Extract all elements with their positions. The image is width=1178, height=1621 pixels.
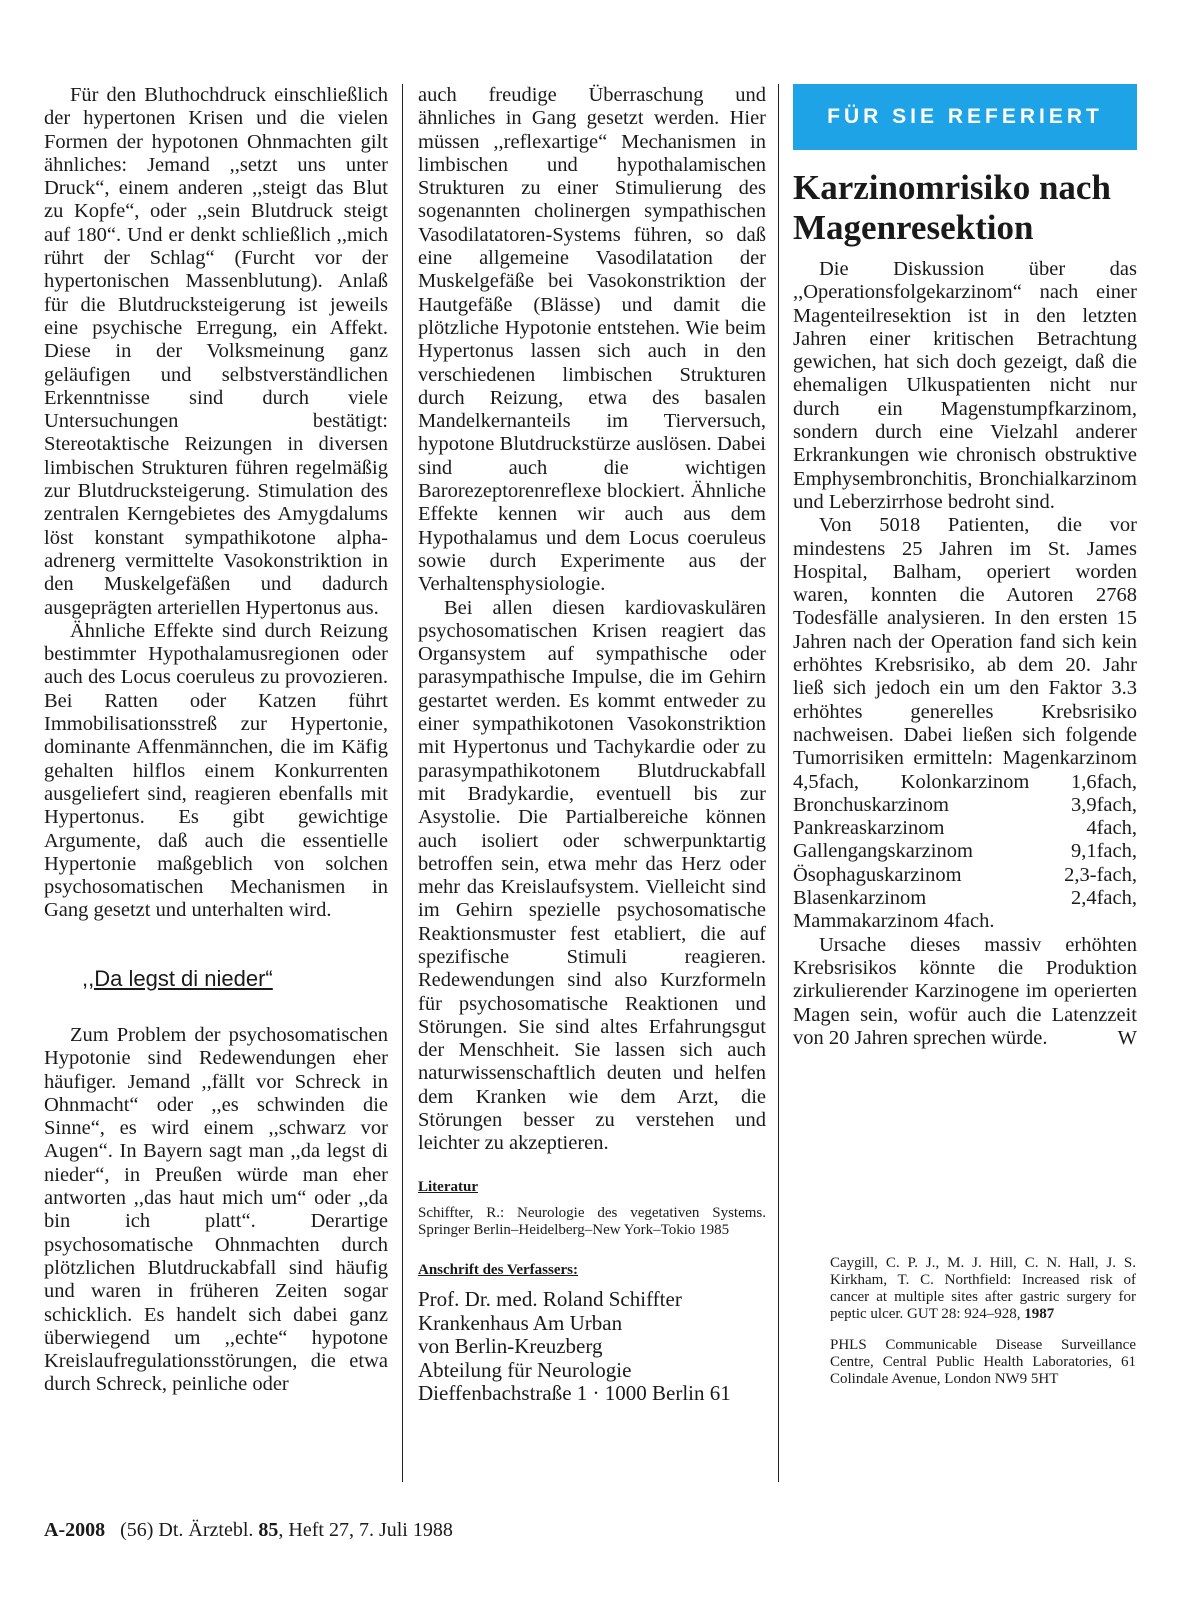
banner-label: FÜR SIE REFERIERT (827, 105, 1103, 129)
paragraph: Ähnliche Effekte sind durch Reizung bestimmter Hypothalamusregionen oder auch des Locus coeruleus zu provozieren. Bei Ratten oder Katzen führt Immobilisationsstreß zur Hypertonie, dominante Affenmännchen, die im Käfig gehalten hilflos einem Konkurrenten ausgeliefert sind, reagieren ebenfalls mit Hypertonus. Es gibt gewichtige Argumente, daß auch die essentielle Hypertonie maßgeblich von solchen psychosomatischen Mechanismen in Gang gesetzt und unterhalten wird. (44, 619, 388, 922)
section-banner (793, 84, 1137, 150)
reference-entry: PHLS Communicable Disease Surveillance Centre, Central Public Health Laboratories, 61 Colindale Avenue, London NW9 5HT (830, 1337, 1136, 1387)
reference-entry (830, 1255, 1136, 1323)
journal-source: (56) Dt. Ärztebl. (120, 1519, 254, 1541)
address-line: Prof. Dr. med. Roland Schiffter (418, 1287, 682, 1312)
paragraph: Ursache dieses massiv erhöhten Krebsrisikos könnte die Produktion zirkulierender Karzinogene im operierten Magen sein, wofür auch die Latenzzeit von 20 Jahren sprechen würde. (793, 933, 1137, 1049)
paragraph: Zum Problem der psychosomatischen Hypotonie sind Redewendungen eher häufiger. Jemand ,,fällt vor Schreck in Ohnmacht“ oder ,,es schwinden die Sinne“, es wird einem ,,schwarz vor Augen“. In Bayern sagt man ,,da legst di nieder“, in Preußen würde man eher antworten ,,das haut mich um“ oder ,,da bin ich platt“. Derartige psychosomatische Ohnmachten durch plötzlichen Blutdruckabfall sind häufig und waren in früheren Zeiten sogar schicklich. Es handelt sich dabei ganz überwiegend um ,,echte“ hypotone Kreislaufregulationsstörungen, die etwa durch Schreck, peinliche oder (44, 1023, 388, 1396)
article-headline: Karzinomrisiko nach Magenresektion (793, 168, 1111, 247)
article-column-1 (44, 84, 388, 1397)
article-column-2 (418, 84, 766, 1406)
author-address (418, 1288, 766, 1406)
reference-year: 1987 (1024, 1306, 1055, 1322)
paragraph: Für den Bluthochdruck einschließlich der hypertonen Krisen und die vielen Formen der hypotonen Ohnmachten gilt ähnliches: Jemand ,,setzt uns unter Druck“, einem anderen ,,steigt das Blut zu Kopfe“, oder ,,sein Blutdruck steigt auf 180“. Und er denkt schließlich ,,mich rührt der Schlag“ (Furcht vor der hypertonischen Massenblutung). Anlaß für die Blutdrucksteigerung ist jeweils eine psychische Erregung, ein Affekt. Diese in der Volksmeinung ganz geläufigen und selbstverständlichen Erkenntnisse sind durch viele Untersuchungen bestätigt: Stereotaktische Reizungen in diversen limbischen Strukturen führen regelmäßig zur Blutdrucksteigerung. Stimulation des zentralen Kerngebietes des Amygdalums löst konstant sympathikotone alpha-adrenerg vermittelte Vasokonstriktion in den Muskelgefäßen und dadurch ausgeprägten arteriellen Hypertonus aus. (44, 84, 388, 619)
paragraph: Die Diskussion über das ,,Operationsfolgekarzinom“ nach einer Magenteilresektion ist in den letzten Jahren einer kritischen Betrachtung gewichen, hat sich doch gezeigt, daß die ehemaligen Ulkuspatienten nicht nur durch ein Magenstumpfkarzinom, sondern durch eine Vielzahl anderer Erkrankungen wie chronisch obstruktive Emphysembronchitis, Bronchialkarzinom und Leberzirrhose bedroht sind. (793, 258, 1137, 513)
journal-issue: , Heft 27, 7. Juli 1988 (278, 1519, 453, 1541)
literature-text: Schiffter, R.: Neurologie des vegetativen Systems. Springer Berlin–Heidelberg–New York–Tokio 1985 (418, 1204, 766, 1238)
paragraph: Bei allen diesen kardiovaskulären psychosomatischen Krisen reagiert das Organsystem auf sympathische oder parasympathische Impulse, die im Gehirn gestartet werden. Es kommt entweder zu einer sympathikotonen Vasokonstriktion mit Hypertonus und Tachykardie oder zu parasympathikotonem Blutdruckabfall mit Bradykardie, eventuell bis zur Asystolie. Die Partialbereiche können auch isoliert oder schwerpunktartig betroffen sein, etwa mehr das Herz oder mehr das Kreislaufsystem. Vielleicht sind im Gehirn spezielle psychosomatische Reaktionsmuster fest etabliert, die auf spezifische Stimuli reagieren. Redewendungen sind also Kurzformeln für psychosomatische Reaktionen und Störungen. Sie sind altes Erfahrungsgut der Menschheit. Sie lassen sich auch naturwissenschaftlich deuten und helfen dem Kranken wie dem Arzt, die Störungen besser zu verstehen und leichter zu akzeptieren. (418, 596, 766, 1155)
column-divider-right (778, 84, 779, 1482)
author-signature: W (1117, 1026, 1137, 1049)
paragraph: auch freudige Überraschung und ähnliches in Gang gesetzt werden. Hier müssen ,,reflexartige“ Mechanismen in limbischen und hypothalamischen Strukturen zu einer Stimulierung des sogenannten cholinergen sympathischen Vasodilatatoren-Systems führen, so daß eine allgemeine Vasodilatation der Muskelgefäße bei Vasokonstriktion der Hautgefäße (Blässe) und damit die plötzliche Hypotonie entstehen. Wie beim Hypertonus lassen sich auch in den verschiedenen limbischen Strukturen durch Reizung, etwa des basalen Mandelkernanteils im Tierversuch, hypotone Blutdruckstürze auslösen. Dabei sind auch die wichtigen Barorezeptorenreflexe blockiert. Ähnliche Effekte kennen wir auch aus dem Hypothalamus und dem Locus coeruleus sowie durch Experimente aus der Verhaltensphysiologie. (418, 84, 766, 596)
reference-text: Caygill, C. P. J., M. J. Hill, C. N. Hall, J. S. Kirkham, T. C. Northfield: Increased risk of cancer at multiple sites after gastric surgery for peptic ulcer. GUT 28: 924–928, (830, 1255, 1136, 1322)
section-subheading: ,,Da legst di nieder“ (82, 965, 273, 991)
author-address-heading: Anschrift des Verfassers: (418, 1261, 578, 1278)
address-line: Krankenhaus Am Urban (418, 1310, 623, 1335)
reference-block (830, 1255, 1136, 1402)
address-line: Dieffenbachstraße 1 · 1000 Berlin 61 (418, 1381, 731, 1406)
literature-heading: Literatur (418, 1178, 478, 1195)
article-column-3 (793, 84, 1137, 1050)
address-line: Abteilung für Neurologie (418, 1357, 632, 1382)
column-divider-left (402, 84, 403, 1482)
address-line: von Berlin-Kreuzberg (418, 1334, 603, 1359)
paragraph: Von 5018 Patienten, die vor mindestens 25 Jahren im St. James Hospital, Balham, operiert worden waren, konnten die Autoren 2768 Todesfälle analysieren. In den ersten 15 Jahren nach der Operation fand sich kein erhöhtes Krebsrisiko, ab dem 20. Jahr ließ sich jedoch ein um den Faktor 3.3 erhöhtes generelles Krebsrisiko nachweisen. Dabei ließen sich folgende Tumorrisiken ermitteln: Magenkarzinom 4,5fach, Kolonkarzinom 1,6fach, Bronchuskarzinom 3,9fach, Pankreaskarzinom 4fach, Gallengangskarzinom 9,1fach, Ösophaguskarzinom 2,3-fach, Blasenkarzinom 2,4fach, Mammakarzinom 4fach. (793, 514, 1137, 933)
page-footer (44, 1519, 453, 1542)
page-number: A-2008 (44, 1519, 106, 1541)
journal-volume: 85 (258, 1519, 279, 1541)
